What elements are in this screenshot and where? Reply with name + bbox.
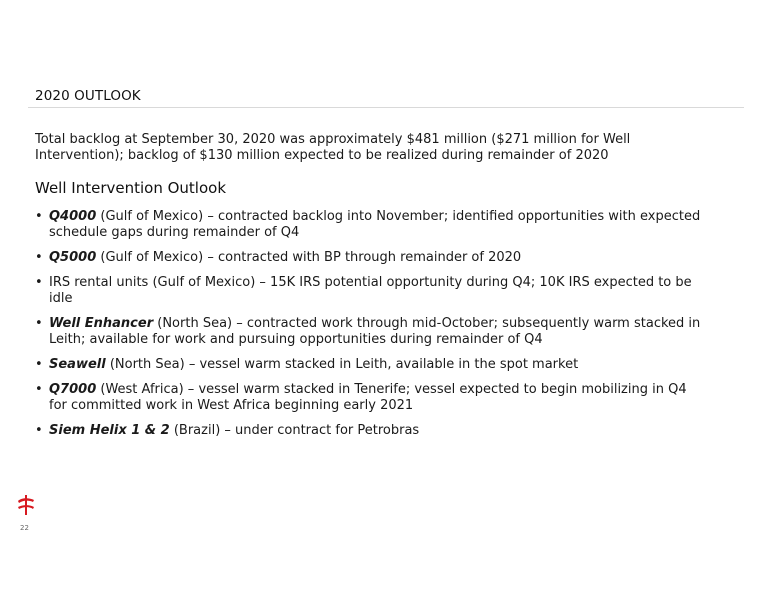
bullet-text: (North Sea) – vessel warm stacked in Leith, available in the spot market <box>105 357 579 372</box>
bullet-item <box>35 423 707 439</box>
helix-logo-icon-svg <box>16 494 36 516</box>
outlook-bullet-list <box>35 209 707 448</box>
bullet-emphasis: Q5000 <box>49 250 97 265</box>
bullet-dot: • <box>35 275 43 290</box>
slide-title: 2020 OUTLOOK <box>35 88 141 104</box>
intro-paragraph: Total backlog at September 30, 2020 was approximately $481 million ($271 million for Well Intervention); backlog of $130 million expected to be realized during remainder of 2020 <box>35 132 631 163</box>
bullet-item <box>35 316 707 348</box>
bullet-emphasis: Siem Helix 1 & 2 <box>49 423 170 438</box>
bullet-dot: • <box>35 316 43 331</box>
bullet-text: IRS rental units (Gulf of Mexico) – 15K IRS potential opportunity during Q4; 10K IRS expected to be idle <box>49 275 692 306</box>
bullet-dot: • <box>35 382 43 397</box>
bullet-text: (West Africa) – vessel warm stacked in Tenerife; vessel expected to begin mobilizing in Q4 for committed work in West Africa beginning early 2021 <box>49 382 687 413</box>
bullet-text: (North Sea) – contracted work through mid-October; subsequently warm stacked in Leith; available for work and pursuing opportunities during remainder of Q4 <box>49 316 701 347</box>
bullet-text: (Brazil) – under contract for Petrobras <box>169 423 420 438</box>
section-heading: Well Intervention Outlook <box>35 179 227 197</box>
bullet-item <box>35 250 707 266</box>
bullet-dot: • <box>35 423 43 438</box>
bullet-emphasis: Q7000 <box>49 382 97 397</box>
helix-logo-icon <box>16 494 36 516</box>
bullet-dot: • <box>35 357 43 372</box>
bullet-item <box>35 209 707 241</box>
bullet-dot: • <box>35 250 43 265</box>
page-number: 22 <box>20 524 29 532</box>
title-divider <box>28 107 744 108</box>
bullet-emphasis: Well Enhancer <box>49 316 154 331</box>
bullet-item <box>35 357 707 373</box>
bullet-item <box>35 275 707 307</box>
bullet-text: (Gulf of Mexico) – contracted with BP through remainder of 2020 <box>96 250 522 265</box>
bullet-emphasis: Seawell <box>49 357 106 372</box>
bullet-item <box>35 382 707 414</box>
bullet-emphasis: Q4000 <box>49 209 97 224</box>
bullet-text: (Gulf of Mexico) – contracted backlog into November; identified opportunities with expected schedule gaps during remainder of Q4 <box>49 209 701 240</box>
bullet-dot: • <box>35 209 43 224</box>
